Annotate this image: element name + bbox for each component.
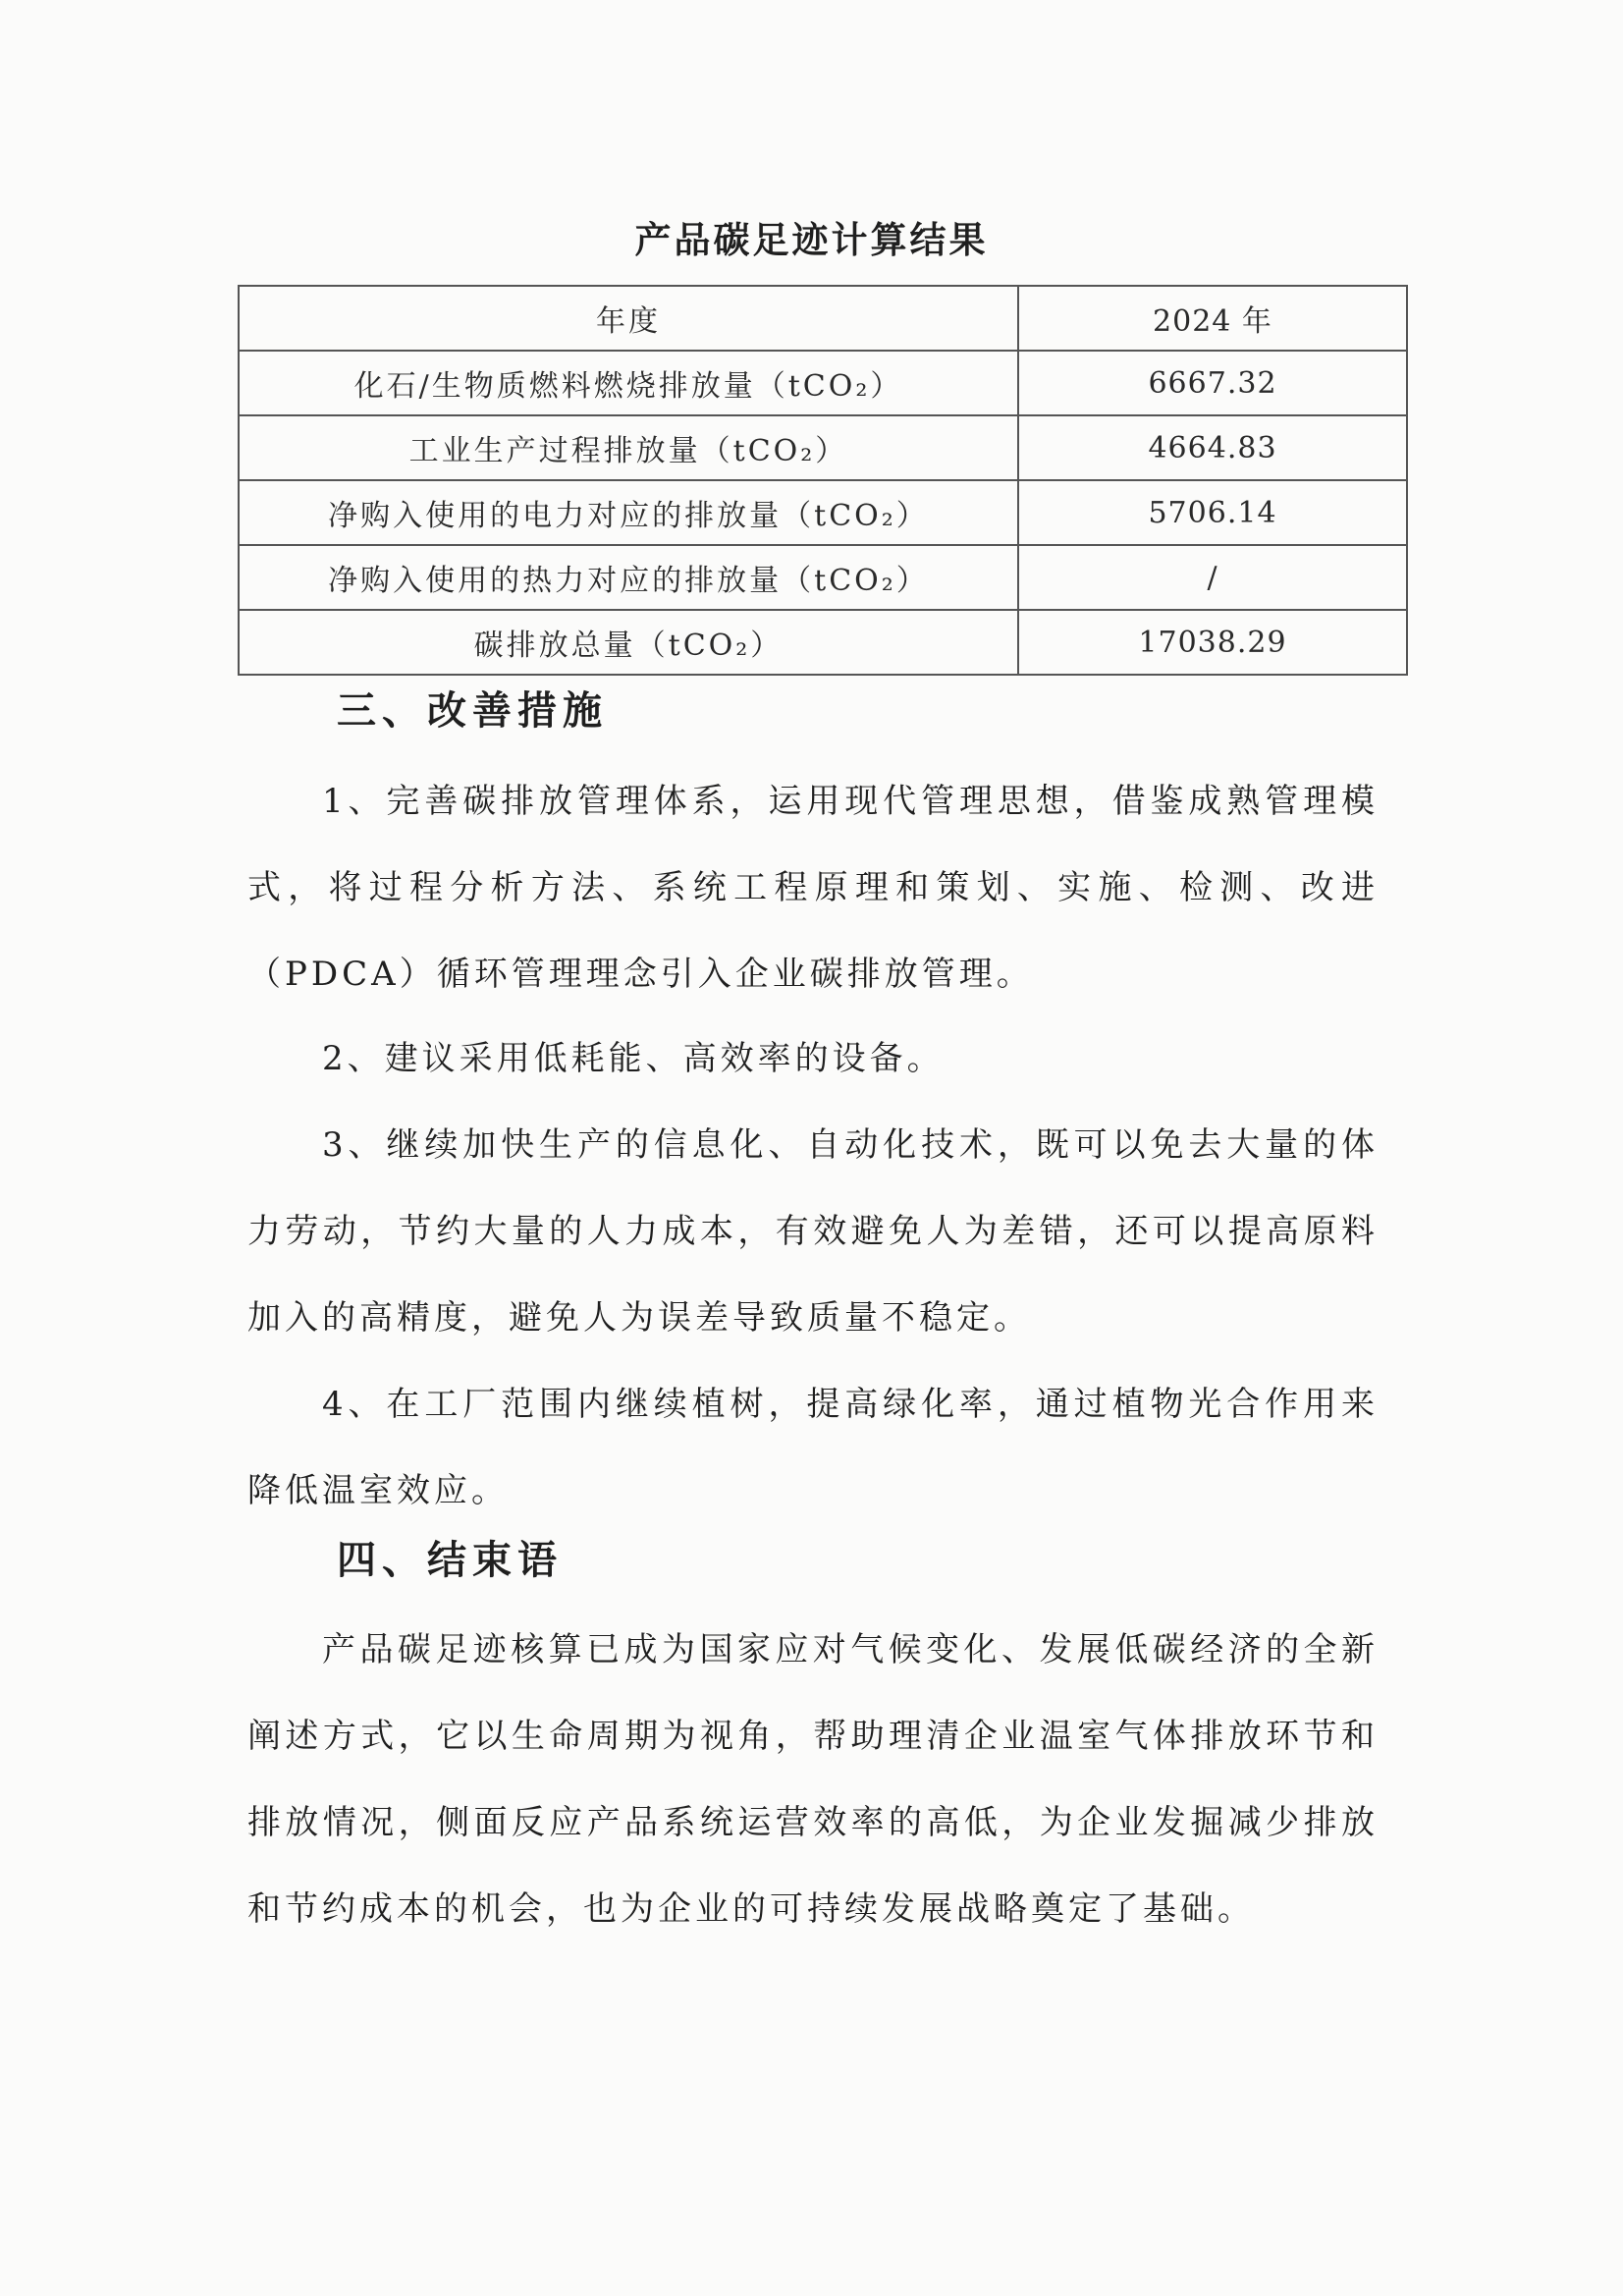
row-label: 工业生产过程排放量（tCO₂） (239, 415, 1018, 480)
row-label: 净购入使用的电力对应的排放量（tCO₂） (239, 480, 1018, 545)
row-value: 4664.83 (1018, 415, 1407, 480)
row-value: 17038.29 (1018, 610, 1407, 675)
row-value: 6667.32 (1018, 351, 1407, 415)
table-row (239, 286, 1407, 351)
improvement-item-2: 2、建议采用低耗能、高效率的设备。 (322, 1039, 945, 1078)
row-value: 2024 年 (1018, 286, 1407, 351)
table-row (239, 610, 1407, 675)
table-title: 产品碳足迹计算结果 (634, 218, 989, 261)
conclusion-paragraph: 产品碳足迹核算已成为国家应对气候变化、发展低碳经济的全新阐述方式，它以生命周期为视角，帮助理清企业温室气体排放环节和排放情况，侧面反应产品系统运营效率的高低，为企业发掘减少排放和节约成本的机会，也为企业的可持续发展战略奠定了基础。 (247, 1630, 1379, 1929)
section-heading-improvements: 三、改善措施 (337, 687, 608, 734)
row-label: 年度 (239, 286, 1018, 351)
row-value: / (1018, 545, 1407, 610)
row-label: 碳排放总量（tCO₂） (239, 610, 1018, 675)
row-value: 5706.14 (1018, 480, 1407, 545)
improvement-item-3: 3、继续加快生产的信息化、自动化技术，既可以免去大量的体力劳动，节约大量的人力成本，有效避免人为差错，还可以提高原料加入的高精度，避免人为误差导致质量不稳定。 (247, 1125, 1379, 1338)
row-label: 化石/生物质燃料燃烧排放量（tCO₂） (239, 351, 1018, 415)
carbon-footprint-table (238, 285, 1408, 676)
improvement-item-4: 4、在工厂范围内继续植树，提高绿化率，通过植物光合作用来降低温室效应。 (247, 1385, 1379, 1510)
table-row (239, 351, 1407, 415)
table-row (239, 415, 1407, 480)
row-label: 净购入使用的热力对应的排放量（tCO₂） (239, 545, 1018, 610)
improvement-item-1: 1、完善碳排放管理体系，运用现代管理思想，借鉴成熟管理模式，将过程分析方法、系统工程原理和策划、实施、检测、改进（PDCA）循环管理理念引入企业碳排放管理。 (247, 782, 1379, 994)
section-heading-conclusion: 四、结束语 (337, 1537, 563, 1583)
table-row (239, 480, 1407, 545)
table-row (239, 545, 1407, 610)
